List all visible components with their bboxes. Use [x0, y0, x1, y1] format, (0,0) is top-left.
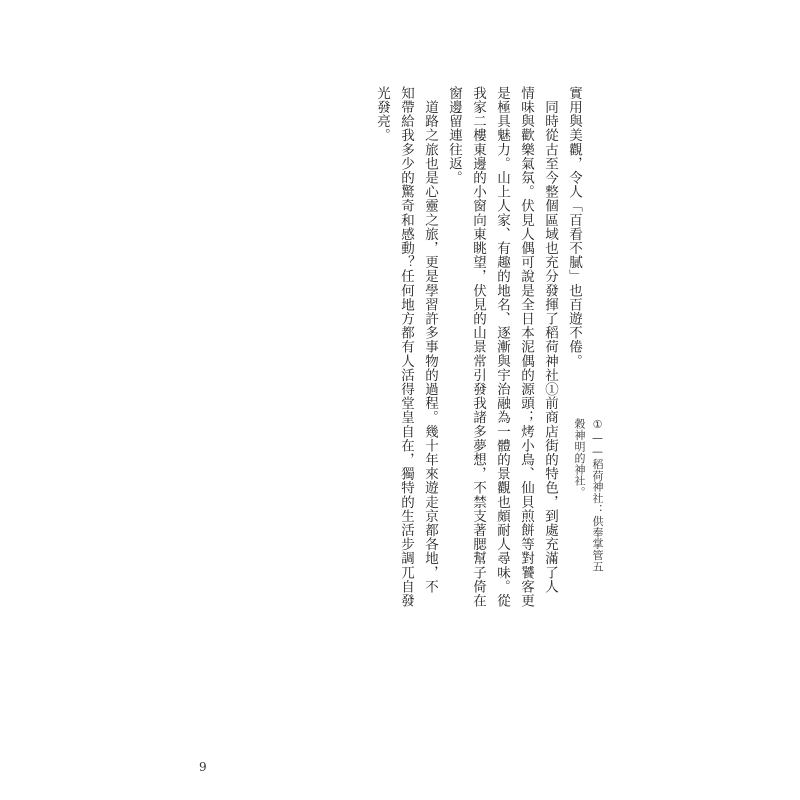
body-column-2: 同時從古至今整個區域也充分發揮了稻荷神社①前商店街的特色，到處充滿了人	[542, 86, 558, 594]
page-number: 9	[199, 760, 207, 774]
footnote-line-1: ①——稻荷神社：供奉掌管五	[591, 418, 604, 573]
body-column-8: 知帶給我多少的驚奇和感動？任何地方都有人活得堂皇自在，獨特的生活步調兀自發	[398, 86, 414, 608]
body-column-1: 實用與美觀，令人「百看不膩」也百遊不倦。	[566, 86, 582, 368]
body-column-4: 是極具魅力。山上人家、有趣的地名、逐漸與宇治融為一體的景觀也頗耐人尋味。從	[494, 86, 510, 608]
body-column-5: 我家二樓東邊的小窗向東眺望，伏見的山景常引發我諸多夢想，不禁支著腮幫子倚在	[470, 86, 486, 608]
body-column-9: 光發亮。	[374, 86, 390, 143]
footnote-line-2: 穀神明的神社。	[573, 418, 586, 498]
body-column-3: 情味與歡樂氣氛。伏見人偶可說是全日本泥偶的源頭；烤小鳥、仙貝煎餅等對饕客更	[518, 86, 534, 608]
body-column-6: 窗邊留連往返。	[446, 86, 462, 185]
body-column-7: 道路之旅也是心靈之旅，更是學習許多事物的過程。幾十年來遊走京都各地，不	[422, 86, 438, 594]
